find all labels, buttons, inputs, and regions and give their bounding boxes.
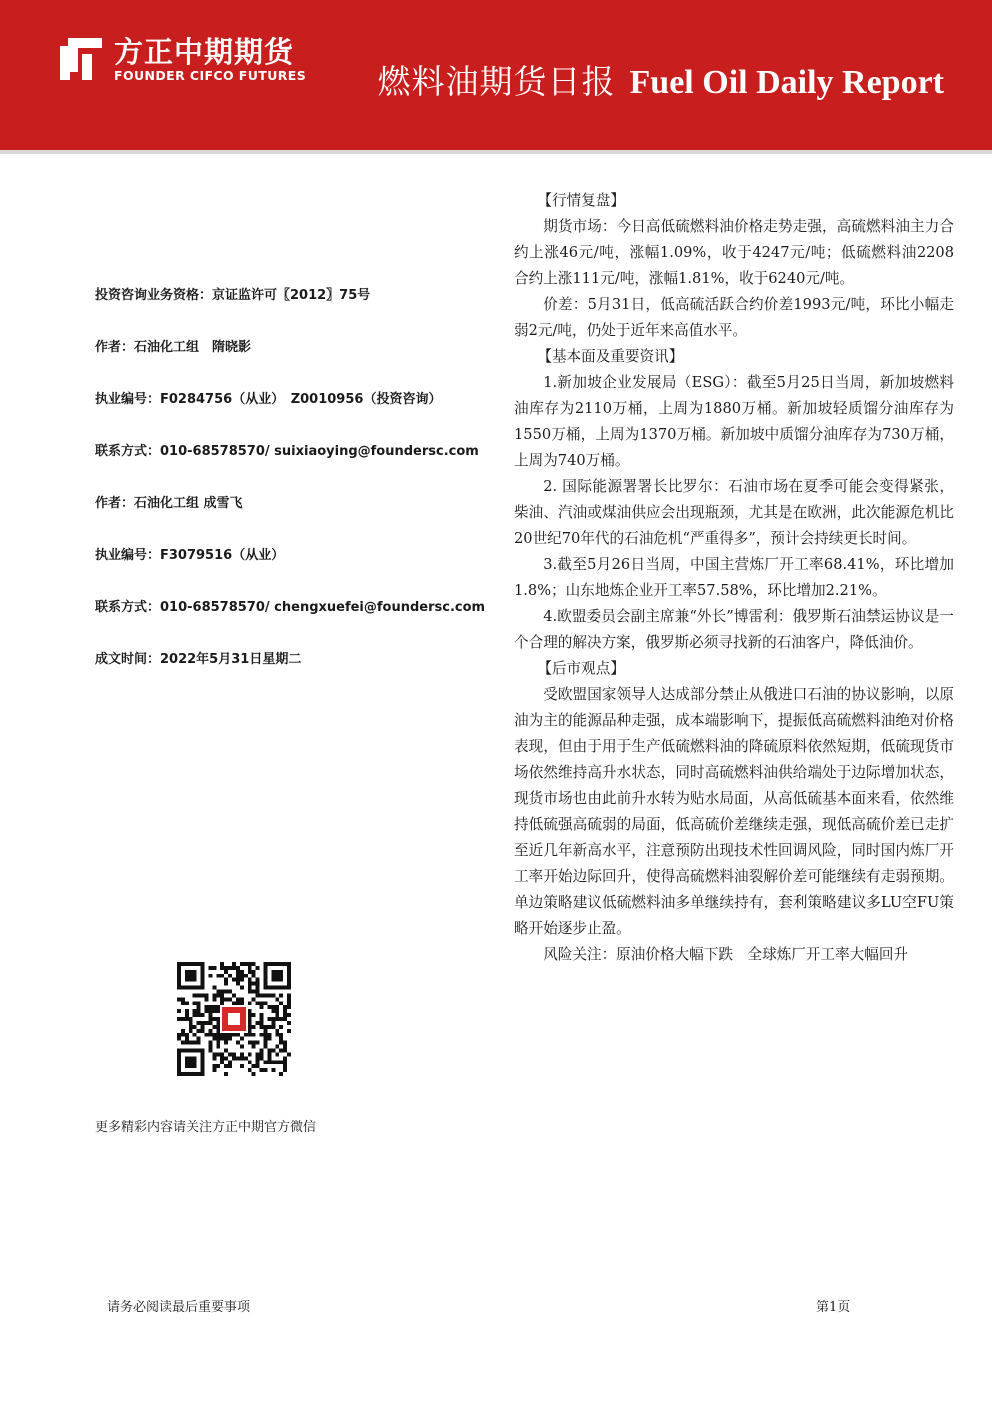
- paragraph-news-item: 4.欧盟委员会副主席兼“外长”博雷利：俄罗斯石油禁运协议是一个合理的解决方案，俄罗斯必须寻找新的石油客户，降低油价。: [514, 608, 954, 651]
- date-line: 成文时间：2022年5月31日星期二: [95, 652, 302, 667]
- registration-line: 执业编号：F3079516（从业）: [95, 548, 285, 563]
- paragraph-news-item: 3.截至5月26日当周，中国主营炼厂开工率68.41%，环比增加1.8%；山东地炼企业开工率57.58%，环比增加2.21%。: [514, 556, 954, 599]
- author-line: 作者：石油化工组 隋晓影: [95, 340, 252, 355]
- section-heading-fundamentals: 【基本面及重要资讯】: [537, 348, 684, 365]
- contact-line: 联系方式：010-68578570/ suixiaoying@foundersc.com: [95, 444, 479, 459]
- founder-logo-icon: [58, 36, 104, 82]
- report-header: [0, 0, 992, 150]
- report-title: [378, 56, 944, 103]
- page-number: 第1页: [816, 1300, 851, 1315]
- contact-line: 联系方式：010-68578570/ chengxuefei@foundersc.com: [95, 600, 486, 615]
- company-name-en: FOUNDER CIFCO FUTURES: [114, 68, 307, 83]
- paragraph-risk: 风险关注：原油价格大幅下跌 全球炼厂开工率大幅回升: [543, 946, 909, 963]
- paragraph-outlook: 受欧盟国家领导人达成部分禁止从俄进口石油的协议影响，以原油为主的能源品种走强，成本端影响下，提振低高硫燃料油绝对价格表现，但由于用于生产低硫燃料油的降硫原料依然短期，低硫现货市场依然维持高升水状态，同时高硫燃料油供给端处于边际增加状态，现货市场也由此前升水转为贴水局面，从高低硫基本面来看，依然维持低硫强高硫弱的局面，低高硫价差继续走强，现低高硫价差已走扩至近几年新高水平，注意预防出现技术性回调风险，同时国内炼厂开工率开始边际回升，使得高硫燃料油裂解价差可能继续有走弱预期。单边策略建议低硫燃料油多单继续持有，套利策略建议多LU空FU策略开始逐步止盈。: [514, 686, 954, 937]
- paragraph-futures-market: 期货市场：今日高低硫燃料油价格走势走强，高硫燃料油主力合约上涨46元/吨，涨幅1.09%，收于4247元/吨；低硫燃料油2208合约上涨111元/吨，涨幅1.81%，收于6240元/吨。: [514, 218, 954, 287]
- section-heading-outlook: 【后市观点】: [537, 660, 625, 677]
- company-name-cn: 方正中期期货: [114, 35, 295, 69]
- section-heading-market-review: 【行情复盘】: [537, 192, 625, 209]
- report-title-cn: 燃料油期货日报: [377, 62, 616, 101]
- author-info: [95, 284, 495, 700]
- qr-caption: 更多精彩内容请关注方正中期官方微信: [95, 1120, 317, 1135]
- report-title-en: Fuel Oil Daily Report: [629, 64, 944, 101]
- header-divider: [0, 150, 992, 154]
- footer-disclaimer-note: 请务必阅读最后重要事项: [107, 1300, 251, 1315]
- paragraph-news-item: 1.新加坡企业发展局（ESG）：截至5月25日当周，新加坡燃料油库存为2110万桶，上周为1880万桶。新加坡轻质馏分油库存为1550万桶，上周为1370万桶。新加坡中质馏分油库存为730万桶，上周为740万桶。: [514, 374, 954, 469]
- registration-line: 执业编号：F0284756（从业） Z0010956（投资咨询）: [95, 392, 442, 407]
- report-body: [514, 188, 954, 968]
- paragraph-spread: 价差：5月31日，低高硫活跃合约价差1993元/吨，环比小幅走弱2元/吨，仍处于近年来高值水平。: [514, 296, 954, 339]
- paragraph-news-item: 2. 国际能源署署长比罗尔：石油市场在夏季可能会变得紧张，柴油、汽油或煤油供应会出现瓶颈，尤其是在欧洲，此次能源危机比20世纪70年代的石油危机“严重得多”，预计会持续更长时间。: [514, 478, 954, 547]
- author-line: 作者：石油化工组 成雪飞: [95, 496, 243, 511]
- wechat-qr-code: [177, 962, 291, 1076]
- license-line: 投资咨询业务资格：京证监许可〖2012〗75号: [95, 288, 371, 303]
